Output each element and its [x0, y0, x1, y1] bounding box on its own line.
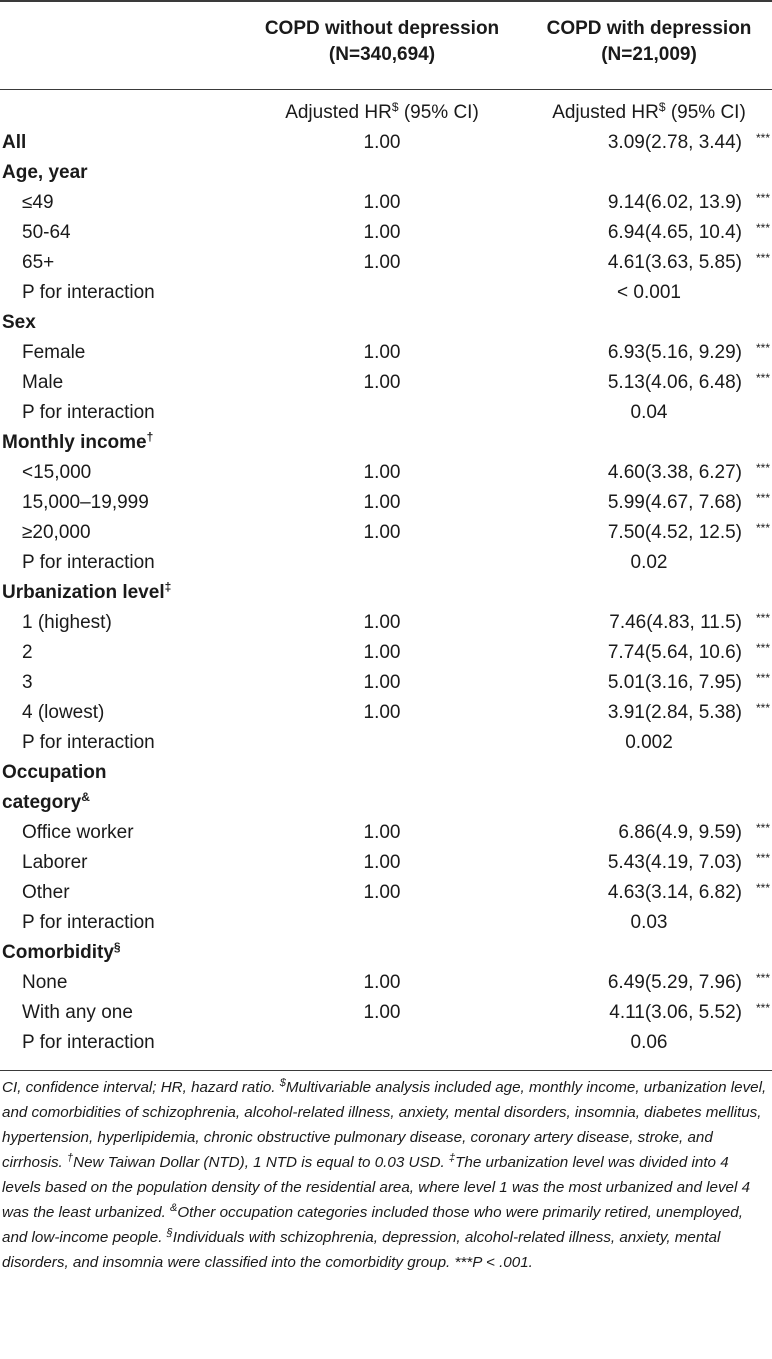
subheader-adjusted-hr-col1: Adjusted HR$ (95% CI) — [285, 100, 479, 123]
reference-hr-cell: 1.00 — [363, 822, 401, 843]
table-row — [0, 398, 772, 428]
significance-stars: *** — [755, 251, 770, 265]
reference-hr-cell: 1.00 — [363, 672, 401, 693]
column-header-without-depression: COPD without depression (N=340,694) — [264, 18, 500, 65]
row-label: Other — [22, 882, 70, 903]
row-label: P for interaction — [22, 732, 155, 753]
table-row — [0, 788, 772, 818]
subheader-row — [0, 98, 772, 128]
reference-hr-cell: 1.00 — [363, 222, 401, 243]
group-label: category& — [2, 790, 90, 813]
table-row: Female 1.00 6.93(5.16, 9.29) *** — [0, 338, 772, 368]
row-label: <15,000 — [22, 462, 92, 483]
row-label: ≥20,000 — [22, 522, 91, 543]
reference-hr-cell: 1.00 — [363, 342, 401, 363]
group-label: Monthly income† — [2, 430, 154, 453]
table-row: ≤49 1.00 9.14(6.02, 13.9) *** — [0, 188, 772, 218]
row-label: With any one — [22, 1002, 133, 1023]
table-row: <15,000 1.00 4.60(3.38, 6.27) *** — [0, 458, 772, 488]
footnote-rule — [0, 1070, 772, 1071]
significance-stars: *** — [755, 461, 770, 475]
significance-stars: *** — [755, 191, 770, 205]
reference-hr-cell: 1.00 — [363, 372, 401, 393]
reference-hr-cell: 1.00 — [363, 612, 401, 633]
table-row: 2 1.00 7.74(5.64, 10.6) *** — [0, 638, 772, 668]
significance-stars: *** — [755, 701, 770, 715]
table-row: With any one 1.00 4.11(3.06, 5.52) *** — [0, 998, 772, 1028]
significance-stars: *** — [755, 881, 770, 895]
p-interaction-cell: < 0.001 — [617, 282, 681, 303]
table-row — [0, 1028, 772, 1058]
row-label: All — [2, 132, 27, 153]
table-row: All 1.00 3.09(2.78, 3.44) *** — [0, 128, 772, 158]
group-label: Occupation — [2, 762, 107, 783]
row-label: 15,000–19,999 — [22, 492, 149, 513]
significance-stars: *** — [755, 821, 770, 835]
table-row — [0, 758, 772, 788]
reference-hr-cell: 1.00 — [363, 132, 401, 153]
table-row — [0, 548, 772, 578]
reference-hr-cell: 1.00 — [363, 252, 401, 273]
table-row — [0, 908, 772, 938]
table-row — [0, 728, 772, 758]
reference-hr-cell: 1.00 — [363, 972, 401, 993]
reference-hr-cell: 1.00 — [363, 492, 401, 513]
row-label: P for interaction — [22, 402, 155, 423]
row-label: P for interaction — [22, 912, 155, 933]
table-row: 50-64 1.00 6.94(4.65, 10.4) *** — [0, 218, 772, 248]
table-row: 4 (lowest) 1.00 3.91(2.84, 5.38) *** — [0, 698, 772, 728]
row-label: P for interaction — [22, 1032, 155, 1053]
reference-hr-cell: 1.00 — [363, 522, 401, 543]
p-interaction-cell: 0.02 — [630, 552, 668, 573]
table-row: Office worker 1.00 6.86(4.9, 9.59) *** — [0, 818, 772, 848]
significance-stars: *** — [755, 521, 770, 535]
row-label: 1 (highest) — [22, 612, 112, 633]
significance-stars: *** — [755, 851, 770, 865]
p-interaction-cell: 0.002 — [625, 732, 673, 753]
row-label: 2 — [22, 642, 33, 663]
table-row — [0, 578, 772, 608]
p-interaction-cell: 0.03 — [630, 912, 668, 933]
significance-stars: *** — [755, 371, 770, 385]
row-label: Female — [22, 342, 86, 363]
group-label: Urbanization level‡ — [2, 580, 172, 603]
table-row: 3 1.00 5.01(3.16, 7.95) *** — [0, 668, 772, 698]
reference-hr-cell: 1.00 — [363, 702, 401, 723]
table-top-rule — [0, 0, 772, 2]
table-row: Other 1.00 4.63(3.14, 6.82) *** — [0, 878, 772, 908]
reference-hr-cell: 1.00 — [363, 642, 401, 663]
significance-stars: *** — [755, 611, 770, 625]
column-header-with-depression: COPD with depression (N=21,009) — [546, 18, 752, 65]
significance-stars: *** — [755, 131, 770, 145]
row-label: ≤49 — [22, 192, 54, 213]
significance-stars: *** — [755, 221, 770, 235]
reference-hr-cell: 1.00 — [363, 1002, 401, 1023]
table-row: Male 1.00 5.13(4.06, 6.48) *** — [0, 368, 772, 398]
significance-stars: *** — [755, 671, 770, 685]
subheader-adjusted-hr-col2: Adjusted HR$ (95% CI) — [552, 100, 746, 123]
table-row — [0, 428, 772, 458]
row-label: Male — [22, 372, 64, 393]
p-interaction-cell: 0.04 — [630, 402, 668, 423]
table-row — [0, 278, 772, 308]
row-label: 50-64 — [22, 222, 71, 243]
header-rule — [0, 89, 772, 90]
row-label: Laborer — [22, 852, 88, 873]
row-label: P for interaction — [22, 552, 155, 573]
table-footnote: CI, confidence interval; HR, hazard ratio. $Multivariable analysis included age, monthly income, urbanization level, and comorbidities of schizophrenia, alcohol-related illness, anxiety, mental disorders, insomnia, diabetes mellitus, hypertension, hyperlipidemia, chronic obstructive pulmonary disease, coronary artery disease, stroke, and cirrhosis. †New Taiwan Dollar (NTD), 1 NTD is equal to 0.03 USD. ‡The urbanization level was divided into 4 levels based on the population density of the residential area, where level 1 was the most urbanized and level 4 was the least urbanized. &Other occupation categories included those who were primarily retired, unemployed, and low-income people. §Individuals with schizophrenia, depression, alcohol-related illness, anxiety, mental disorders, and insomnia were classified into the comorbidity group. ***P < .001. — [2, 1077, 767, 1271]
reference-hr-cell: 1.00 — [363, 462, 401, 483]
significance-stars: *** — [755, 971, 770, 985]
reference-hr-cell: 1.00 — [363, 882, 401, 903]
row-label: 65+ — [22, 252, 55, 273]
table-row — [0, 938, 772, 968]
significance-stars: *** — [755, 341, 770, 355]
row-label: None — [22, 972, 68, 993]
significance-stars: *** — [755, 1001, 770, 1015]
group-label: Comorbidity§ — [2, 940, 121, 963]
significance-stars: *** — [755, 641, 770, 655]
table-row — [0, 158, 772, 188]
group-label: Age, year — [2, 162, 88, 183]
row-label: 3 — [22, 672, 33, 693]
table-row: Laborer 1.00 5.43(4.19, 7.03) *** — [0, 848, 772, 878]
p-interaction-cell: 0.06 — [630, 1032, 668, 1053]
reference-hr-cell: 1.00 — [363, 852, 401, 873]
row-label: 4 (lowest) — [22, 702, 105, 723]
row-label: P for interaction — [22, 282, 155, 303]
significance-stars: *** — [755, 491, 770, 505]
row-label: Office worker — [22, 822, 134, 843]
table-row: 15,000–19,999 1.00 5.99(4.67, 7.68) *** — [0, 488, 772, 518]
table-row: ≥20,000 1.00 7.50(4.52, 12.5) *** — [0, 518, 772, 548]
group-label: Sex — [2, 312, 36, 333]
table-row: 1 (highest) 1.00 7.46(4.83, 11.5) *** — [0, 608, 772, 638]
reference-hr-cell: 1.00 — [363, 192, 401, 213]
table-row — [0, 308, 772, 338]
table-row: None 1.00 6.49(5.29, 7.96) *** — [0, 968, 772, 998]
table-row: 65+ 1.00 4.61(3.63, 5.85) *** — [0, 248, 772, 278]
